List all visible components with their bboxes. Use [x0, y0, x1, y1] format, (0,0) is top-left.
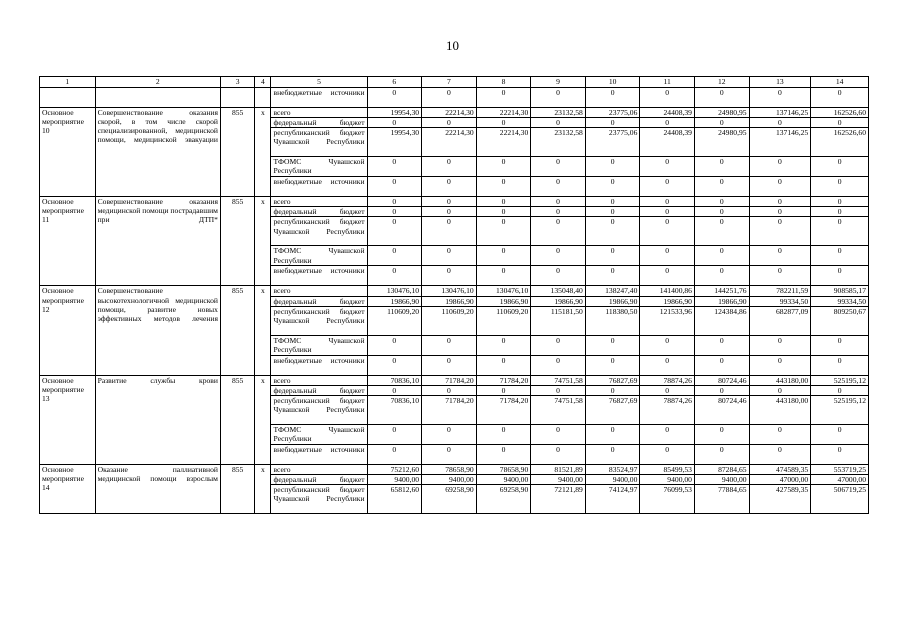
- value-cell: 0: [811, 177, 869, 197]
- value-cell: 71784,20: [422, 375, 477, 385]
- value-cell: 0: [476, 246, 531, 266]
- value-cell: 9400,00: [367, 474, 422, 484]
- value-cell: 0: [422, 335, 477, 355]
- value-cell: 0: [422, 207, 477, 217]
- value-cell: 87284,65: [694, 464, 749, 474]
- source-cell: внебюджетные источники: [271, 266, 367, 286]
- value-cell: 70836,10: [367, 395, 422, 424]
- source-cell: всего: [271, 197, 367, 207]
- value-cell: 130476,10: [422, 286, 477, 296]
- empty-cell: [220, 88, 254, 108]
- value-cell: 0: [749, 118, 811, 128]
- value-cell: 0: [422, 385, 477, 395]
- table-row: [40, 286, 869, 296]
- column-number: 6: [367, 77, 422, 88]
- value-cell: 553719,25: [811, 464, 869, 474]
- value-cell: 9400,00: [640, 474, 695, 484]
- value-cell: 0: [476, 355, 531, 375]
- value-cell: 78874,26: [640, 375, 695, 385]
- value-cell: 23132,58: [531, 128, 586, 157]
- value-cell: 0: [585, 335, 640, 355]
- value-cell: 69258,90: [476, 485, 531, 514]
- value-cell: 0: [367, 118, 422, 128]
- value-cell: 0: [585, 197, 640, 207]
- x-cell: x: [255, 286, 271, 375]
- value-cell: 0: [811, 197, 869, 207]
- value-cell: 162526,60: [811, 108, 869, 118]
- value-cell: 0: [640, 207, 695, 217]
- value-cell: 0: [531, 118, 586, 128]
- value-cell: 0: [640, 157, 695, 177]
- value-cell: 137146,25: [749, 128, 811, 157]
- value-cell: 0: [640, 246, 695, 266]
- header-row: [40, 77, 869, 88]
- value-cell: 0: [585, 385, 640, 395]
- value-cell: 0: [694, 355, 749, 375]
- value-cell: 9400,00: [694, 474, 749, 484]
- value-cell: 130476,10: [476, 286, 531, 296]
- page-number: 10: [446, 38, 459, 53]
- source-cell: ТФОМС Чувашской Республики: [271, 424, 367, 444]
- value-cell: 0: [585, 177, 640, 197]
- value-cell: 0: [749, 197, 811, 207]
- value-cell: 443180,00: [749, 375, 811, 385]
- value-cell: 0: [749, 385, 811, 395]
- value-cell: 0: [367, 355, 422, 375]
- value-cell: 443180,00: [749, 395, 811, 424]
- value-cell: 22214,30: [476, 128, 531, 157]
- measure-name: Основное мероприятие 10: [40, 108, 96, 197]
- code-cell: 855: [220, 197, 254, 286]
- value-cell: 65812,60: [367, 485, 422, 514]
- value-cell: 0: [585, 266, 640, 286]
- source-cell: внебюджетные источники: [271, 355, 367, 375]
- column-number: 2: [95, 77, 220, 88]
- value-cell: 0: [811, 335, 869, 355]
- value-cell: 0: [367, 246, 422, 266]
- value-cell: 0: [811, 424, 869, 444]
- value-cell: 77884,65: [694, 485, 749, 514]
- value-cell: 0: [367, 207, 422, 217]
- measure-name: Основное мероприятие 14: [40, 464, 96, 513]
- value-cell: 76099,53: [640, 485, 695, 514]
- value-cell: 0: [367, 335, 422, 355]
- value-cell: 0: [476, 424, 531, 444]
- value-cell: 76827,69: [585, 395, 640, 424]
- value-cell: 80724,46: [694, 395, 749, 424]
- source-cell: всего: [271, 108, 367, 118]
- measure-name: Основное мероприятие 12: [40, 286, 96, 375]
- value-cell: 0: [640, 88, 695, 108]
- value-cell: 0: [367, 385, 422, 395]
- value-cell: 75212,60: [367, 464, 422, 474]
- value-cell: 72121,89: [531, 485, 586, 514]
- source-cell: ТФОМС Чувашской Республики: [271, 157, 367, 177]
- column-number: 3: [220, 77, 254, 88]
- value-cell: 0: [640, 217, 695, 246]
- value-cell: 0: [640, 385, 695, 395]
- value-cell: 0: [749, 335, 811, 355]
- value-cell: 0: [585, 88, 640, 108]
- source-cell: республиканский бюджет Чувашской Республики: [271, 485, 367, 514]
- value-cell: 0: [749, 217, 811, 246]
- value-cell: 0: [367, 88, 422, 108]
- value-cell: 124384,86: [694, 306, 749, 335]
- source-cell: ТФОМС Чувашской Республики: [271, 246, 367, 266]
- value-cell: 0: [367, 424, 422, 444]
- value-cell: 19866,90: [585, 296, 640, 306]
- table-row: [40, 108, 869, 118]
- value-cell: 99334,50: [749, 296, 811, 306]
- value-cell: 0: [422, 246, 477, 266]
- value-cell: 0: [694, 88, 749, 108]
- value-cell: 0: [422, 197, 477, 207]
- table-row: [40, 464, 869, 474]
- value-cell: 9400,00: [585, 474, 640, 484]
- value-cell: 130476,10: [367, 286, 422, 296]
- value-cell: 141400,86: [640, 286, 695, 296]
- value-cell: 0: [811, 355, 869, 375]
- value-cell: 47000,00: [749, 474, 811, 484]
- value-cell: 23775,06: [585, 108, 640, 118]
- column-number: 10: [585, 77, 640, 88]
- value-cell: 0: [531, 177, 586, 197]
- column-number: 1: [40, 77, 96, 88]
- source-cell: республиканский бюджет Чувашской Республики: [271, 395, 367, 424]
- value-cell: 81521,89: [531, 464, 586, 474]
- value-cell: 809250,67: [811, 306, 869, 335]
- value-cell: 24408,39: [640, 108, 695, 118]
- value-cell: 19866,90: [694, 296, 749, 306]
- value-cell: 0: [811, 217, 869, 246]
- value-cell: 0: [640, 118, 695, 128]
- value-cell: 74751,58: [531, 395, 586, 424]
- value-cell: 0: [694, 207, 749, 217]
- value-cell: 19954,30: [367, 108, 422, 118]
- value-cell: 0: [367, 197, 422, 207]
- value-cell: 0: [367, 266, 422, 286]
- source-cell: всего: [271, 464, 367, 474]
- value-cell: 474589,35: [749, 464, 811, 474]
- value-cell: 0: [694, 385, 749, 395]
- value-cell: 162526,60: [811, 128, 869, 157]
- value-cell: 0: [531, 88, 586, 108]
- value-cell: 0: [476, 335, 531, 355]
- table-row: [40, 375, 869, 385]
- empty-cell: [95, 88, 220, 108]
- value-cell: 19866,90: [367, 296, 422, 306]
- source-cell: внебюджетные источники: [271, 444, 367, 464]
- column-number: 13: [749, 77, 811, 88]
- value-cell: 23132,58: [531, 108, 586, 118]
- source-cell: федеральный бюджет: [271, 385, 367, 395]
- value-cell: 0: [749, 355, 811, 375]
- value-cell: 0: [531, 266, 586, 286]
- value-cell: 0: [811, 246, 869, 266]
- value-cell: 0: [585, 246, 640, 266]
- value-cell: 0: [811, 266, 869, 286]
- value-cell: 19954,30: [367, 128, 422, 157]
- value-cell: 525195,12: [811, 375, 869, 385]
- value-cell: 0: [640, 335, 695, 355]
- value-cell: 78658,90: [422, 464, 477, 474]
- value-cell: 0: [422, 444, 477, 464]
- value-cell: 47000,00: [811, 474, 869, 484]
- value-cell: 0: [531, 355, 586, 375]
- value-cell: 0: [476, 207, 531, 217]
- source-cell: федеральный бюджет: [271, 118, 367, 128]
- x-cell: x: [255, 464, 271, 513]
- financing-table: [39, 76, 869, 514]
- value-cell: 0: [585, 424, 640, 444]
- empty-cell: [255, 88, 271, 108]
- x-cell: x: [255, 375, 271, 464]
- value-cell: 427589,35: [749, 485, 811, 514]
- value-cell: 0: [585, 217, 640, 246]
- value-cell: 24408,39: [640, 128, 695, 157]
- value-cell: 0: [694, 157, 749, 177]
- value-cell: 74124,97: [585, 485, 640, 514]
- value-cell: 0: [640, 177, 695, 197]
- empty-cell: [40, 88, 96, 108]
- source-cell: всего: [271, 375, 367, 385]
- value-cell: 78658,90: [476, 464, 531, 474]
- measure-description: Развитие службы крови: [95, 375, 220, 464]
- value-cell: 0: [749, 246, 811, 266]
- value-cell: 22214,30: [476, 108, 531, 118]
- value-cell: 99334,50: [811, 296, 869, 306]
- value-cell: 78874,26: [640, 395, 695, 424]
- value-cell: 0: [422, 88, 477, 108]
- value-cell: 80724,46: [694, 375, 749, 385]
- value-cell: 121533,96: [640, 306, 695, 335]
- value-cell: 0: [585, 157, 640, 177]
- value-cell: 74751,58: [531, 375, 586, 385]
- source-cell: федеральный бюджет: [271, 296, 367, 306]
- value-cell: 0: [694, 266, 749, 286]
- measure-name: Основное мероприятие 11: [40, 197, 96, 286]
- value-cell: 0: [694, 177, 749, 197]
- value-cell: 71784,20: [476, 375, 531, 385]
- value-cell: 0: [694, 246, 749, 266]
- value-cell: 0: [422, 266, 477, 286]
- value-cell: 137146,25: [749, 108, 811, 118]
- value-cell: 0: [811, 118, 869, 128]
- value-cell: 9400,00: [531, 474, 586, 484]
- value-cell: 0: [585, 207, 640, 217]
- value-cell: 0: [531, 197, 586, 207]
- value-cell: 0: [531, 207, 586, 217]
- value-cell: 782211,59: [749, 286, 811, 296]
- value-cell: 0: [694, 197, 749, 207]
- value-cell: 0: [811, 88, 869, 108]
- source-cell: республиканский бюджет Чувашской Республики: [271, 306, 367, 335]
- value-cell: 71784,20: [476, 395, 531, 424]
- value-cell: 144251,76: [694, 286, 749, 296]
- value-cell: 0: [422, 217, 477, 246]
- value-cell: 682877,09: [749, 306, 811, 335]
- value-cell: 525195,12: [811, 395, 869, 424]
- value-cell: 0: [531, 335, 586, 355]
- value-cell: 0: [640, 197, 695, 207]
- value-cell: 0: [367, 177, 422, 197]
- value-cell: 0: [422, 177, 477, 197]
- column-number: 4: [255, 77, 271, 88]
- value-cell: 0: [476, 217, 531, 246]
- value-cell: 24980,95: [694, 108, 749, 118]
- source-cell: республиканский бюджет Чувашской Республики: [271, 128, 367, 157]
- value-cell: 0: [367, 157, 422, 177]
- value-cell: 0: [749, 266, 811, 286]
- value-cell: 0: [640, 266, 695, 286]
- column-number: 5: [271, 77, 367, 88]
- value-cell: 0: [476, 197, 531, 207]
- value-cell: 0: [476, 385, 531, 395]
- measure-description: Совершенствование оказания медицинской помощи пострадавшим при ДТП*: [95, 197, 220, 286]
- value-cell: 0: [476, 177, 531, 197]
- column-number: 11: [640, 77, 695, 88]
- value-cell: 0: [811, 157, 869, 177]
- x-cell: x: [255, 108, 271, 197]
- value-cell: 9400,00: [476, 474, 531, 484]
- value-cell: 110609,20: [367, 306, 422, 335]
- value-cell: 0: [367, 444, 422, 464]
- value-cell: 0: [422, 355, 477, 375]
- value-cell: 135048,40: [531, 286, 586, 296]
- value-cell: 0: [476, 266, 531, 286]
- source-cell: внебюджетные источники: [271, 88, 367, 108]
- value-cell: 0: [749, 177, 811, 197]
- measure-description: Совершенствование высокотехнологичной медицинской помощи, развитие новых эффективных методов лечения: [95, 286, 220, 375]
- value-cell: 0: [694, 335, 749, 355]
- source-cell: внебюджетные источники: [271, 177, 367, 197]
- value-cell: 506719,25: [811, 485, 869, 514]
- value-cell: 0: [640, 424, 695, 444]
- value-cell: 0: [585, 118, 640, 128]
- value-cell: 0: [694, 118, 749, 128]
- value-cell: 0: [476, 157, 531, 177]
- value-cell: 0: [531, 157, 586, 177]
- source-cell: всего: [271, 286, 367, 296]
- column-number: 8: [476, 77, 531, 88]
- value-cell: 110609,20: [476, 306, 531, 335]
- value-cell: 0: [694, 217, 749, 246]
- value-cell: 0: [476, 118, 531, 128]
- source-cell: ТФОМС Чувашской Республики: [271, 335, 367, 355]
- value-cell: 0: [694, 444, 749, 464]
- value-cell: 0: [367, 217, 422, 246]
- value-cell: 0: [476, 444, 531, 464]
- code-cell: 855: [220, 375, 254, 464]
- value-cell: 0: [811, 207, 869, 217]
- x-cell: x: [255, 197, 271, 286]
- value-cell: 0: [422, 424, 477, 444]
- table-row: [40, 197, 869, 207]
- value-cell: 0: [531, 246, 586, 266]
- value-cell: 0: [531, 444, 586, 464]
- value-cell: 19866,90: [422, 296, 477, 306]
- column-number: 14: [811, 77, 869, 88]
- continuation-row: [40, 88, 869, 108]
- measure-description: Совершенствование оказания скорой, в том числе скорой специализированной, медицинской помощи, медицинской эвакуации: [95, 108, 220, 197]
- column-number: 12: [694, 77, 749, 88]
- value-cell: 0: [640, 444, 695, 464]
- value-cell: 0: [640, 355, 695, 375]
- value-cell: 85499,53: [640, 464, 695, 474]
- value-cell: 908585,17: [811, 286, 869, 296]
- value-cell: 19866,90: [531, 296, 586, 306]
- value-cell: 110609,20: [422, 306, 477, 335]
- value-cell: 19866,90: [476, 296, 531, 306]
- source-cell: федеральный бюджет: [271, 474, 367, 484]
- code-cell: 855: [220, 464, 254, 513]
- value-cell: 138247,40: [585, 286, 640, 296]
- measure-name: Основное мероприятие 13: [40, 375, 96, 464]
- value-cell: 83524,97: [585, 464, 640, 474]
- value-cell: 0: [422, 157, 477, 177]
- value-cell: 0: [811, 444, 869, 464]
- value-cell: 0: [749, 424, 811, 444]
- value-cell: 0: [531, 217, 586, 246]
- column-number: 9: [531, 77, 586, 88]
- value-cell: 9400,00: [422, 474, 477, 484]
- measure-description: Оказание паллиативной медицинской помощи взрослым: [95, 464, 220, 513]
- value-cell: 0: [585, 355, 640, 375]
- column-number: 7: [422, 77, 477, 88]
- value-cell: 0: [585, 444, 640, 464]
- value-cell: 70836,10: [367, 375, 422, 385]
- value-cell: 0: [422, 118, 477, 128]
- value-cell: 0: [749, 88, 811, 108]
- value-cell: 0: [531, 385, 586, 395]
- value-cell: 0: [531, 424, 586, 444]
- source-cell: федеральный бюджет: [271, 207, 367, 217]
- value-cell: 22214,30: [422, 128, 477, 157]
- source-cell: республиканский бюджет Чувашской Республики: [271, 217, 367, 246]
- value-cell: 115181,50: [531, 306, 586, 335]
- value-cell: 118380,50: [585, 306, 640, 335]
- value-cell: 0: [749, 157, 811, 177]
- value-cell: 0: [749, 207, 811, 217]
- value-cell: 0: [749, 444, 811, 464]
- code-cell: 855: [220, 108, 254, 197]
- value-cell: 0: [476, 88, 531, 108]
- value-cell: 69258,90: [422, 485, 477, 514]
- value-cell: 76827,69: [585, 375, 640, 385]
- value-cell: 0: [694, 424, 749, 444]
- value-cell: 71784,20: [422, 395, 477, 424]
- value-cell: 0: [811, 385, 869, 395]
- value-cell: 24980,95: [694, 128, 749, 157]
- code-cell: 855: [220, 286, 254, 375]
- value-cell: 22214,30: [422, 108, 477, 118]
- value-cell: 23775,06: [585, 128, 640, 157]
- value-cell: 19866,90: [640, 296, 695, 306]
